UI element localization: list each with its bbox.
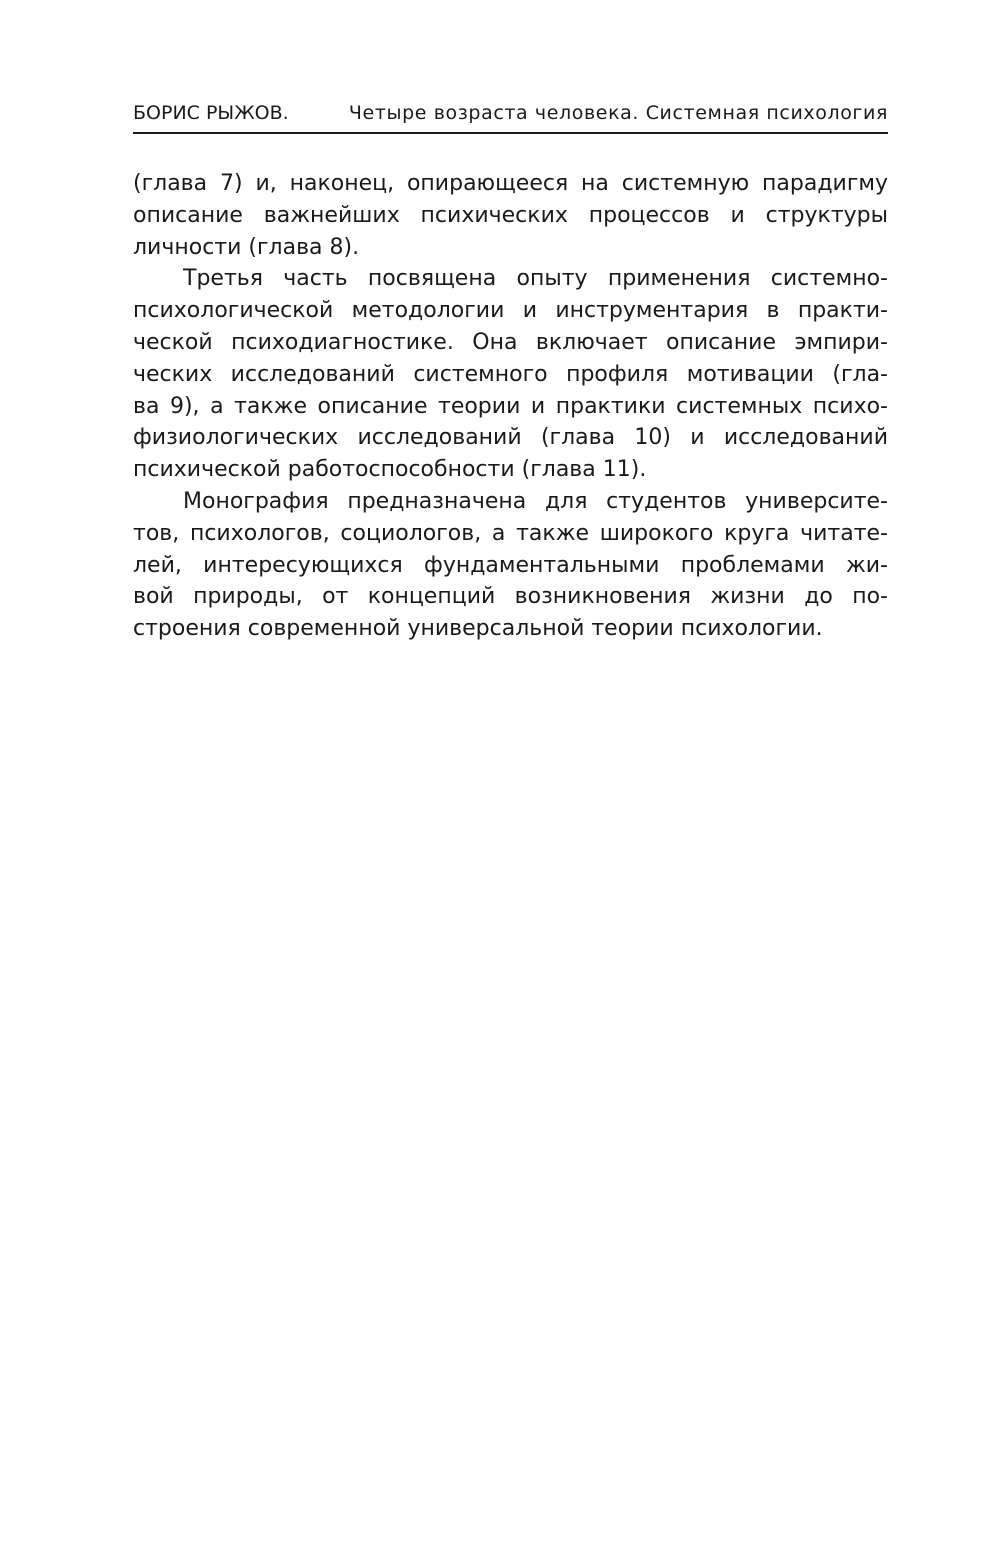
text-line: лей, интересующихся фундаментальными проблемами жи- [133,552,888,578]
text-line: вой природы, от концепций возникновения жизни до по- [133,584,888,610]
paragraph [133,486,888,645]
text-line: Третья часть посвящена опыту применения системно- [183,266,888,292]
header-book-title: Четыре возраста человека. Системная психология [348,102,888,124]
text-line: ческой психодиагностике. Она включает описание эмпири- [133,329,888,355]
paragraph [133,168,888,263]
text-line: физиологических исследований (глава 10) и исследований [133,425,888,451]
text-line: психологической методологии и инструментария в практи- [133,298,888,324]
body-text [133,168,888,645]
text-line: описание важнейших психических процессов и структуры [133,202,888,228]
text-line: строения современной универсальной теории психологии. [133,616,823,642]
text-line: личности (глава 8). [133,234,360,260]
text-line: ва 9), а также описание теории и практики системных психо- [133,393,888,419]
header-author: БОРИС РЫЖОВ. [133,102,289,124]
running-header [133,100,888,134]
paragraph [133,263,888,486]
text-line: ческих исследований системного профиля мотивации (гла- [133,361,888,387]
text-line: психической работоспособности (глава 11). [133,457,647,483]
text-line: Монография предназначена для студентов университе- [183,488,888,514]
text-line: тов, психологов, социологов, а также широкого круга читате- [133,520,888,546]
text-line: (глава 7) и, наконец, опирающееся на системную парадигму [133,171,888,196]
